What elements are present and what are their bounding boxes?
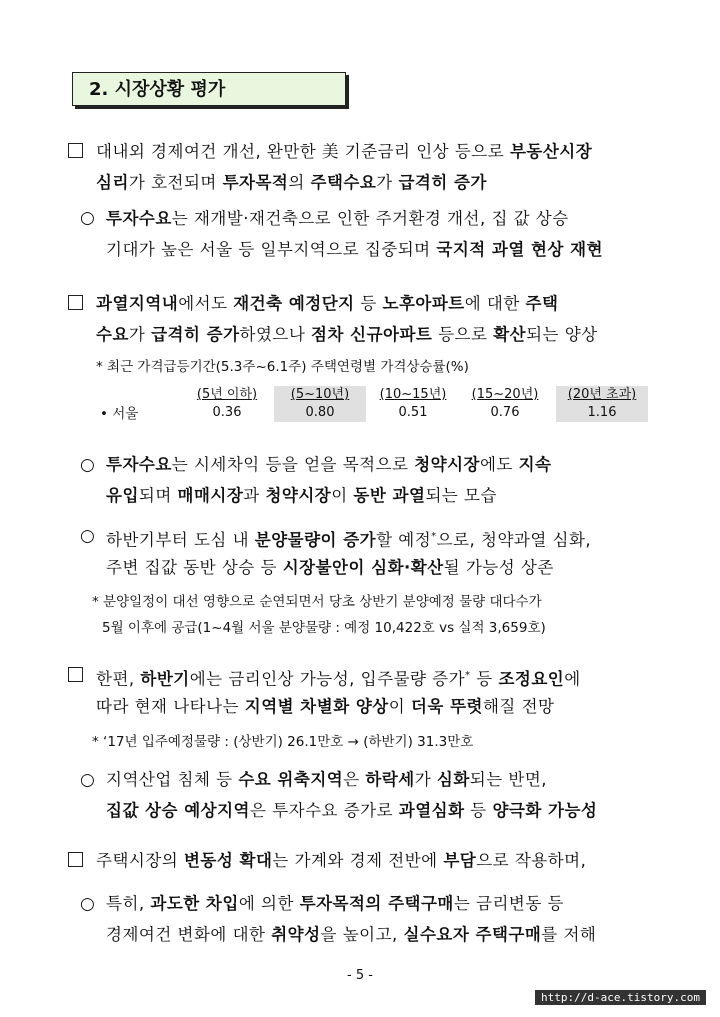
circle-bullet-icon: ○ [80, 208, 95, 228]
text-segment: 하였으나 [239, 325, 312, 344]
text-segment: 등으로 [432, 325, 494, 344]
table-cell-col5 [556, 386, 648, 422]
box-bullet-icon [68, 295, 83, 310]
text-segment: 과 [243, 486, 266, 505]
note-price-rise: * 최근 가격급등기간(5.3주~6.1주) 주택연령별 가격상승률(%) [96, 359, 469, 375]
text-segment: 되며 [138, 486, 178, 505]
text-segment: 기대가 높은 서울 등 일부지역으로 집중되며 [106, 240, 437, 259]
text-segment: 되는 양상 [526, 325, 598, 344]
text-segment: * [431, 531, 437, 542]
text-segment: 에 대한 [464, 294, 526, 313]
bold-text: 주택 [525, 294, 559, 313]
table-value: 0.76 [490, 405, 520, 420]
text-segment: 가 호전되며 [128, 173, 223, 192]
box-bullet-icon [68, 667, 83, 682]
text-segment: 는 재개발·재건축으로 인한 주거환경 개선, 집 값 상승 [171, 209, 569, 228]
bold-text: 청약시장 [414, 455, 480, 474]
text-segment: 으로, 청약과열 심화, [436, 530, 592, 550]
page-number: - 5 - [347, 968, 373, 983]
circle-bullet-icon: ○ [80, 894, 95, 914]
text-line [96, 691, 581, 722]
text-line [106, 795, 597, 826]
text-segment: 될 가능성 상존 [443, 558, 554, 577]
table-cell-col1 [186, 386, 268, 422]
text-segment: 가 [128, 325, 152, 344]
text-line [106, 234, 603, 265]
text-segment: 에 의한 [238, 894, 300, 913]
text-line [106, 203, 603, 234]
bold-text: 투자목적의 주택구매 [299, 894, 454, 913]
text-segment: 등 [470, 669, 499, 689]
bold-text: 청약시장 [265, 486, 332, 505]
text-segment: 주택시장의 [96, 851, 184, 870]
note-sale-schedule [92, 592, 546, 638]
circle-bullet-icon: ○ [80, 770, 95, 790]
bold-text: 심리 [96, 173, 129, 192]
bold-text: 매매시장 [177, 486, 244, 505]
bold-text: 부담 [443, 851, 477, 870]
watermark-url: http://d-ace.tistory.com [535, 990, 706, 1005]
bold-text: 과도한 차입 [150, 894, 239, 913]
text-segment: 은 투자수요 증가로 [250, 801, 399, 820]
circle-bullet-icon: ○ [80, 455, 95, 475]
text-segment: 가 [414, 770, 437, 789]
bold-text: 유입 [106, 486, 139, 505]
text-segment: 를 저해 [541, 925, 597, 944]
text-segment: 주변 집값 동반 상승 등 [106, 558, 283, 577]
bold-text: 주택수요 [310, 173, 377, 192]
text-segment: 에는 금리인상 가능성, 입주물량 증가 [189, 669, 466, 689]
text-line [106, 764, 597, 795]
text-segment: 는 가계와 경제 전반에 [272, 851, 444, 870]
table-header: (5년 이하) [196, 387, 258, 402]
table-cell-col3 [372, 386, 454, 422]
text-line [106, 521, 591, 552]
text-segment: 가 [376, 173, 399, 192]
table-cell-col4 [462, 386, 548, 422]
bold-text: 변동성 확대 [183, 851, 273, 870]
text-line [96, 136, 592, 167]
bold-text: 수요 위축지역 [238, 770, 344, 789]
text-segment: 으로 작용하며, [476, 851, 587, 870]
bold-text: 수요 [96, 325, 129, 344]
bold-text: 노후아파트 [382, 294, 465, 313]
bold-text: 동반 과열 [353, 486, 426, 505]
text-line [106, 919, 596, 950]
table-cell-col2 [274, 386, 366, 422]
box-bullet-icon [68, 143, 83, 158]
paragraph-regional-divergence [96, 660, 581, 722]
bold-text: 부동산시장 [509, 142, 593, 161]
text-segment: 특히, [106, 894, 151, 913]
bold-text: 과열지역내 [96, 294, 179, 313]
text-segment: 이 [388, 697, 411, 716]
table-header: (10~15년) [379, 387, 447, 402]
paragraph-polarization [106, 764, 597, 826]
paragraph-excessive-borrowing [106, 888, 596, 950]
bold-text: 조정요인 [498, 669, 565, 689]
text-segment: 한편, [96, 669, 141, 689]
bold-text: 지속 [518, 455, 552, 474]
bold-text: 심화 [436, 770, 470, 789]
text-line [96, 845, 586, 876]
text-segment: 는 금리변동 등 [453, 894, 564, 913]
text-segment: 해질 전망 [482, 697, 555, 716]
bold-text: 더욱 뚜렷 [410, 697, 483, 716]
text-line [96, 660, 581, 691]
bold-text: 확산 [493, 325, 527, 344]
text-segment: 경제여건 변화에 대한 [106, 925, 272, 944]
text-segment: 지역산업 침체 등 [106, 770, 239, 789]
text-segment: 에서도 [178, 294, 234, 313]
paragraph-volatility [96, 845, 586, 876]
bold-text: 투자수요 [106, 209, 172, 228]
text-segment: 을 높이고, [320, 925, 404, 944]
bold-text: 투자목적 [222, 173, 289, 192]
text-line [96, 319, 598, 350]
table-row-label: • 서울 [100, 406, 139, 422]
box-bullet-icon [68, 852, 83, 867]
bold-text: 양극화 가능성 [492, 801, 598, 820]
circle-bullet-icon: ○ [80, 526, 95, 546]
text-segment: 하반기부터 도심 내 [106, 530, 255, 550]
bold-text: 하반기 [140, 669, 190, 689]
text-segment: 는 시세차익 등을 얻을 목적으로 [171, 455, 415, 474]
text-segment: 되는 반면, [469, 770, 548, 789]
text-line [96, 167, 592, 198]
text-line [96, 288, 598, 319]
paragraph-supply-increase [106, 521, 591, 583]
text-line [106, 449, 551, 480]
bold-text: 급격히 증가 [151, 325, 240, 344]
text-segment: 에 [564, 669, 581, 689]
note-line: * 분양일정이 대선 영향으로 순연되면서 당초 상반기 분양예정 물량 대다수가 [92, 594, 542, 610]
bold-text: 시장불안이 심화·확산 [282, 558, 444, 577]
table-value: 1.16 [587, 405, 617, 420]
section-title: 2. 시장상황 평가 [72, 72, 346, 106]
text-segment: * [465, 670, 471, 681]
text-segment: 할 예정 [376, 530, 432, 550]
bold-text: 투자수요 [106, 455, 172, 474]
paragraph-investment-demand [106, 203, 603, 265]
bold-text: 하락세 [365, 770, 415, 789]
text-segment: 이 [331, 486, 354, 505]
note-line: 5월 이후에 공급(1~4월 서울 분양물량 : 예정 10,422호 vs 실적 3,659호) [102, 620, 546, 636]
bold-text: 지역별 차별화 양상 [244, 697, 389, 716]
paragraph-subscription-market [106, 449, 551, 511]
bold-text: 분양물량이 증가 [254, 530, 377, 550]
table-value: 0.51 [398, 405, 428, 420]
text-segment: 되는 모습 [425, 486, 497, 505]
paragraph-market-sentiment [96, 136, 592, 198]
table-value: 0.36 [212, 405, 242, 420]
text-segment: 의 [288, 173, 311, 192]
text-segment: 따라 현재 나타나는 [96, 697, 245, 716]
bold-text: 과열심화 [398, 801, 465, 820]
table-value: 0.80 [305, 405, 335, 420]
table-header: (15~20년) [471, 387, 539, 402]
bold-text: 국지적 과열 현상 재현 [436, 240, 604, 259]
text-line [106, 480, 551, 511]
text-segment: 대내외 경제여건 개선, 완만한 美 기준금리 인상 등으로 [96, 142, 510, 161]
bold-text: 실수요자 주택구매 [403, 925, 542, 944]
text-segment: 에도 [479, 455, 519, 474]
text-line [106, 888, 596, 919]
text-segment: 등 [354, 294, 383, 313]
table-header: (20년 초과) [567, 387, 637, 402]
bold-text: 취약성 [271, 925, 321, 944]
text-segment: 은 [343, 770, 366, 789]
paragraph-overheated-areas [96, 288, 598, 350]
table-header: (5~10년) [290, 387, 350, 402]
note-move-in-volume: * ‘17년 입주예정물량 : (상반기) 26.1만호 → (하반기) 31.3만호 [92, 734, 474, 750]
text-line [106, 552, 591, 583]
text-segment: 등 [464, 801, 493, 820]
bold-text: 점차 신규아파트 [311, 325, 433, 344]
bold-text: 재건축 예정단지 [233, 294, 355, 313]
bold-text: 급격히 증가 [398, 173, 487, 192]
bold-text: 집값 상승 예상지역 [106, 801, 251, 820]
